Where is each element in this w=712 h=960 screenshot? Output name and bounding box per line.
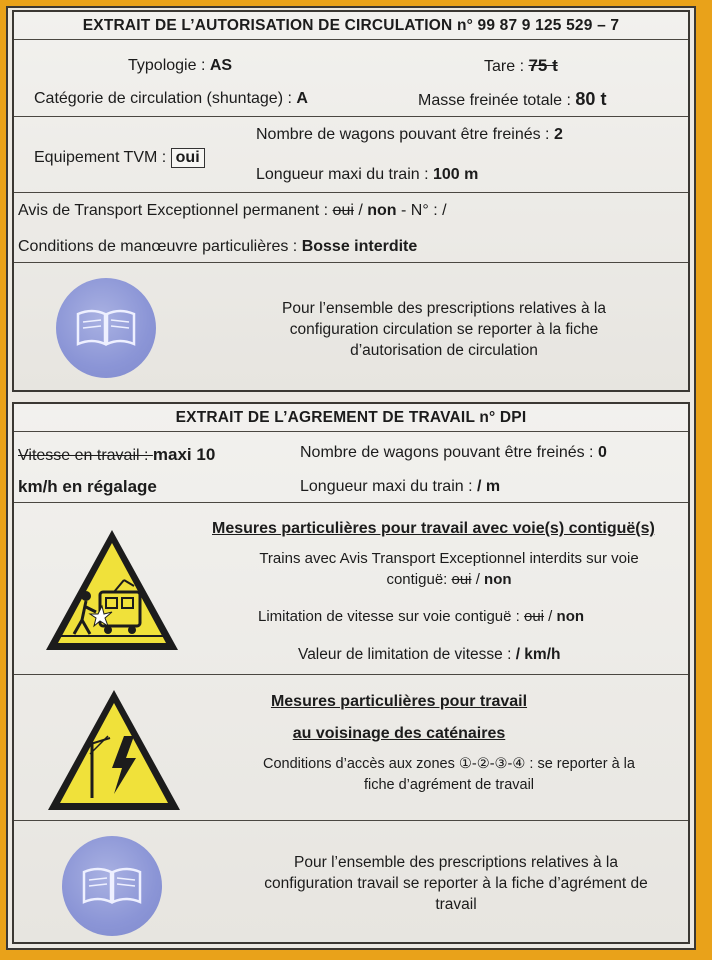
tvm-row: Equipement TVM : oui bbox=[34, 148, 205, 168]
circulation-panel bbox=[12, 10, 690, 392]
circulation-note: Pour l’ensemble des prescriptions relatives à la configuration circulation se reporter à la fiche d’autorisation de circulation bbox=[282, 300, 606, 359]
acces-zones-text: Conditions d’accès aux zones ①-②-③-④ : se reporter à la fiche d’agrément de travail bbox=[263, 756, 635, 793]
travail-note: Pour l’ensemble des prescriptions relatives à la configuration travail se reporter à la fiche d’agrément de travail bbox=[264, 854, 648, 913]
train-collision-warning-icon bbox=[42, 526, 182, 656]
catenaire-heading: Mesures particulières pour travail au voisinage des caténaires bbox=[270, 693, 528, 742]
travail-longueur-row: Longueur maxi du train : / m bbox=[300, 478, 501, 495]
typologie-row: Typologie : AS bbox=[128, 57, 233, 74]
wagons-row: Nombre de wagons pouvant être freinés : 2 bbox=[256, 126, 563, 143]
book-icon bbox=[56, 278, 156, 378]
vitesse-value-2: km/h en régalage bbox=[18, 477, 157, 496]
valeur-row: Valeur de limitation de vitesse : / km/h bbox=[298, 646, 561, 663]
categorie-row: Catégorie de circulation (shuntage) : A bbox=[34, 90, 308, 107]
book-icon bbox=[62, 836, 162, 936]
travail-title: EXTRAIT DE L’AGREMENT DE TRAVAIL n° DPI bbox=[175, 409, 527, 426]
conditions-row: Conditions de manœuvre particulières : Bosse interdite bbox=[18, 238, 418, 255]
tare-row: Tare : 75 t bbox=[484, 56, 558, 75]
high-voltage-warning-icon bbox=[44, 686, 184, 816]
vitesse-row: Vitesse en travail : maxi 10 bbox=[18, 445, 216, 464]
travail-wagons-row: Nombre de wagons pouvant être freinés : 0 bbox=[300, 444, 607, 461]
travail-panel bbox=[12, 402, 690, 944]
voie-contigue-heading: Mesures particulières pour travail avec voie(s) contiguë(s) bbox=[212, 520, 655, 537]
tvm-value-box: oui bbox=[171, 148, 205, 168]
circulation-title: EXTRAIT DE L’AUTORISATION DE CIRCULATION n° 99 87 9 125 529 – 7 bbox=[82, 17, 620, 34]
trains-avis-text: Trains avec Avis Transport Exceptionnel interdits sur voie contiguë: oui / non bbox=[259, 550, 639, 588]
masse-row: Masse freinée totale : 80 t bbox=[418, 89, 607, 109]
limitation-row: Limitation de vitesse sur voie contiguë : oui / non bbox=[258, 608, 585, 625]
longueur-row: Longueur maxi du train : 100 m bbox=[256, 166, 479, 183]
avis-row: Avis de Transport Exceptionnel permanent : oui / non - N° : / bbox=[18, 202, 447, 219]
information-board bbox=[6, 6, 696, 950]
